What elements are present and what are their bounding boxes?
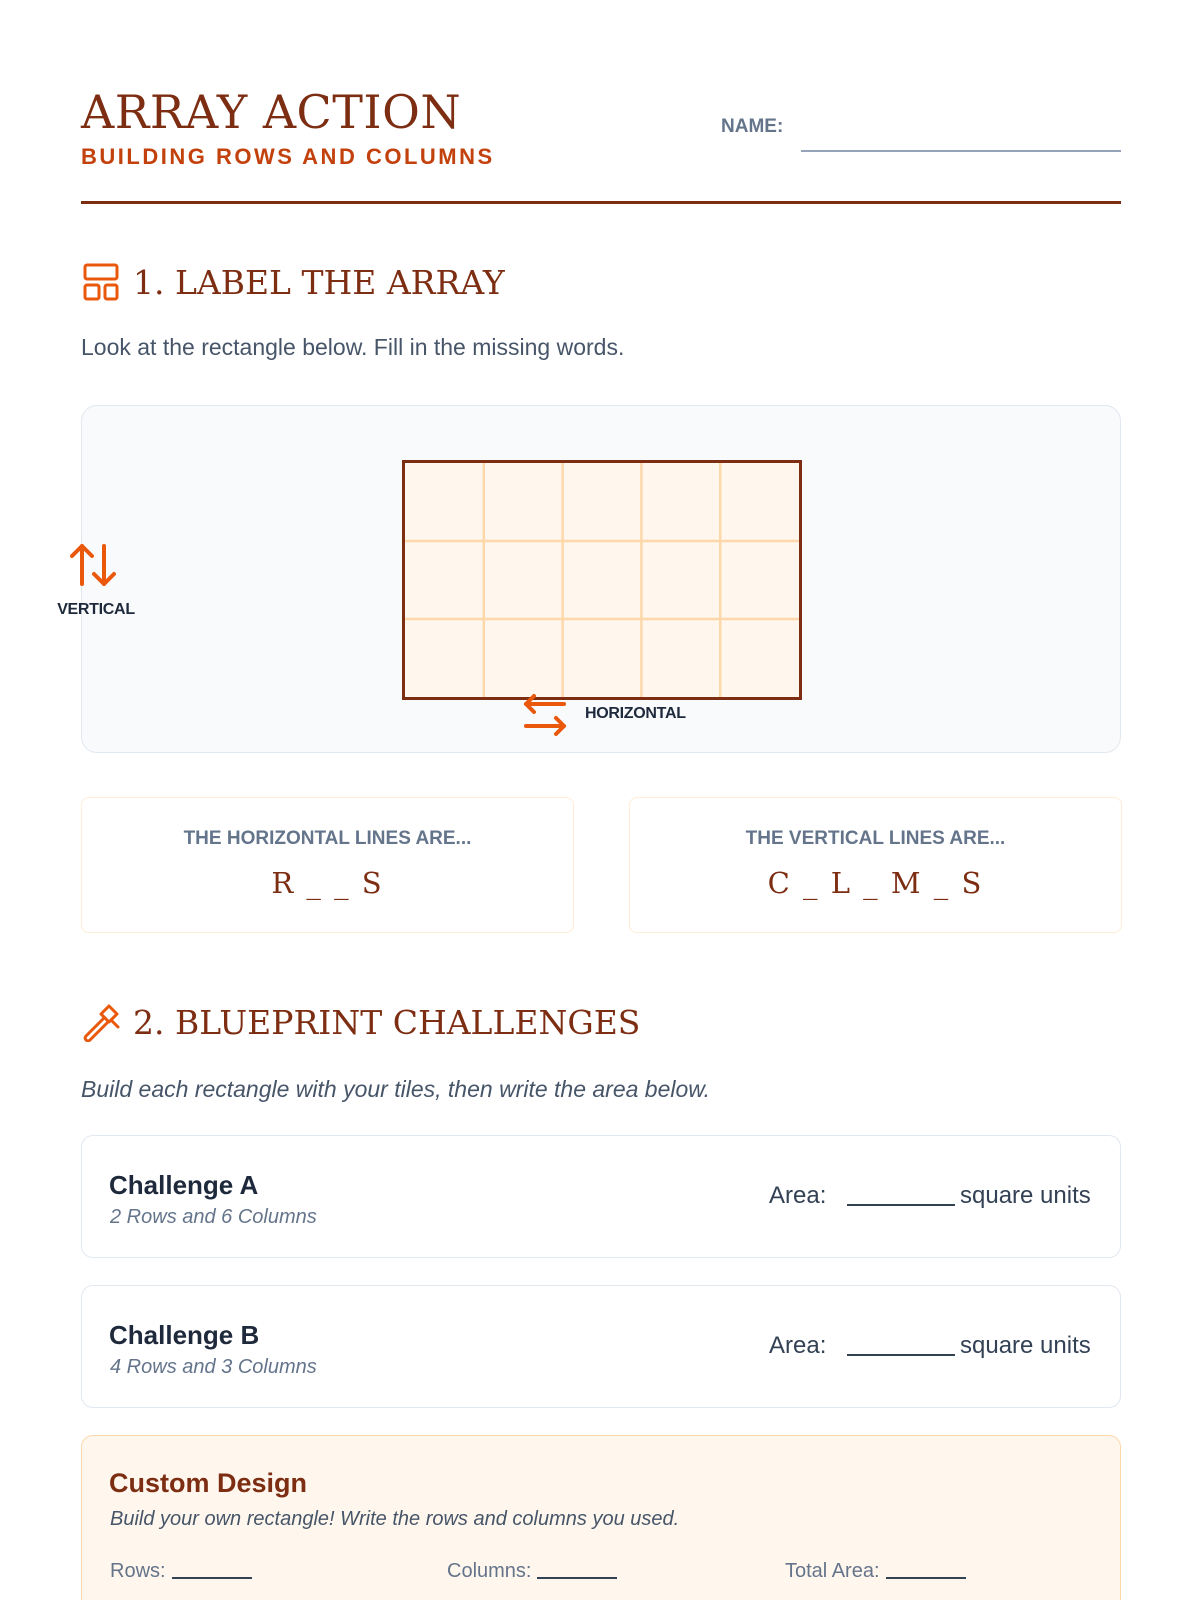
horizontal-lines-answer[interactable]: R _ _ S <box>271 866 384 900</box>
total-area-blank[interactable] <box>886 1577 966 1579</box>
custom-design-title: Custom Design <box>109 1468 308 1498</box>
area-units: square units <box>960 1332 1091 1359</box>
horizontal-lines-prompt: THE HORIZONTAL LINES ARE... <box>183 828 472 849</box>
columns-blank[interactable] <box>537 1577 617 1579</box>
section-2-heading <box>81 1002 640 1042</box>
section-1-instruction: Look at the rectangle below. Fill in the missing words. <box>81 334 625 360</box>
columns-field[interactable] <box>447 1560 617 1583</box>
area-label: Area: <box>769 1332 827 1359</box>
name-field[interactable] <box>801 150 1121 152</box>
challenge-a-card <box>81 1135 1121 1258</box>
section-2-instruction: Build each rectangle with your tiles, then write the area below. <box>81 1076 711 1102</box>
vertical-lines-answer[interactable]: C _ L _ M _ S <box>767 866 984 900</box>
challenge-description: 2 Rows and 6 Columns <box>110 1206 317 1228</box>
section-1-heading <box>81 262 505 302</box>
challenge-description: 4 Rows and 3 Columns <box>110 1356 317 1378</box>
area-label: Area: <box>769 1182 827 1209</box>
challenge-title: Challenge B <box>109 1320 260 1350</box>
custom-design-description: Build your own rectangle! Write the rows and columns you used. <box>110 1508 680 1530</box>
challenge-title: Challenge A <box>109 1170 259 1200</box>
total-area-label: Total Area: <box>785 1560 880 1582</box>
challenge-b-card <box>81 1285 1121 1408</box>
page-subtitle: BUILDING ROWS AND COLUMNS <box>81 144 495 169</box>
area-units: square units <box>960 1182 1091 1209</box>
hammer-icon <box>81 1002 121 1042</box>
section-2-title: 2. BLUEPRINT CHALLENGES <box>133 1002 641 1042</box>
name-label: NAME: <box>721 116 784 137</box>
rows-field[interactable] <box>110 1560 252 1583</box>
horizontal-label: HORIZONTAL <box>585 705 686 722</box>
custom-design-card <box>81 1435 1121 1600</box>
total-area-field[interactable] <box>785 1560 966 1583</box>
array-grid <box>402 460 802 700</box>
rows-blank[interactable] <box>172 1577 252 1579</box>
arrows-left-right-icon <box>520 690 570 740</box>
page-title: ARRAY ACTION <box>81 85 462 139</box>
section-1-title: 1. LABEL THE ARRAY <box>133 262 505 302</box>
area-answer-field[interactable] <box>847 1204 955 1206</box>
worksheet-header <box>81 84 1121 204</box>
layout-grid-icon <box>81 262 121 302</box>
vertical-lines-box <box>629 797 1122 933</box>
vertical-label: VERTICAL <box>57 601 135 618</box>
arrows-up-down-icon <box>68 540 120 592</box>
horizontal-lines-box <box>81 797 574 933</box>
area-answer-field[interactable] <box>847 1354 955 1356</box>
vertical-lines-prompt: THE VERTICAL LINES ARE... <box>745 828 1006 849</box>
rows-label: Rows: <box>110 1560 166 1582</box>
columns-label: Columns: <box>447 1560 532 1582</box>
